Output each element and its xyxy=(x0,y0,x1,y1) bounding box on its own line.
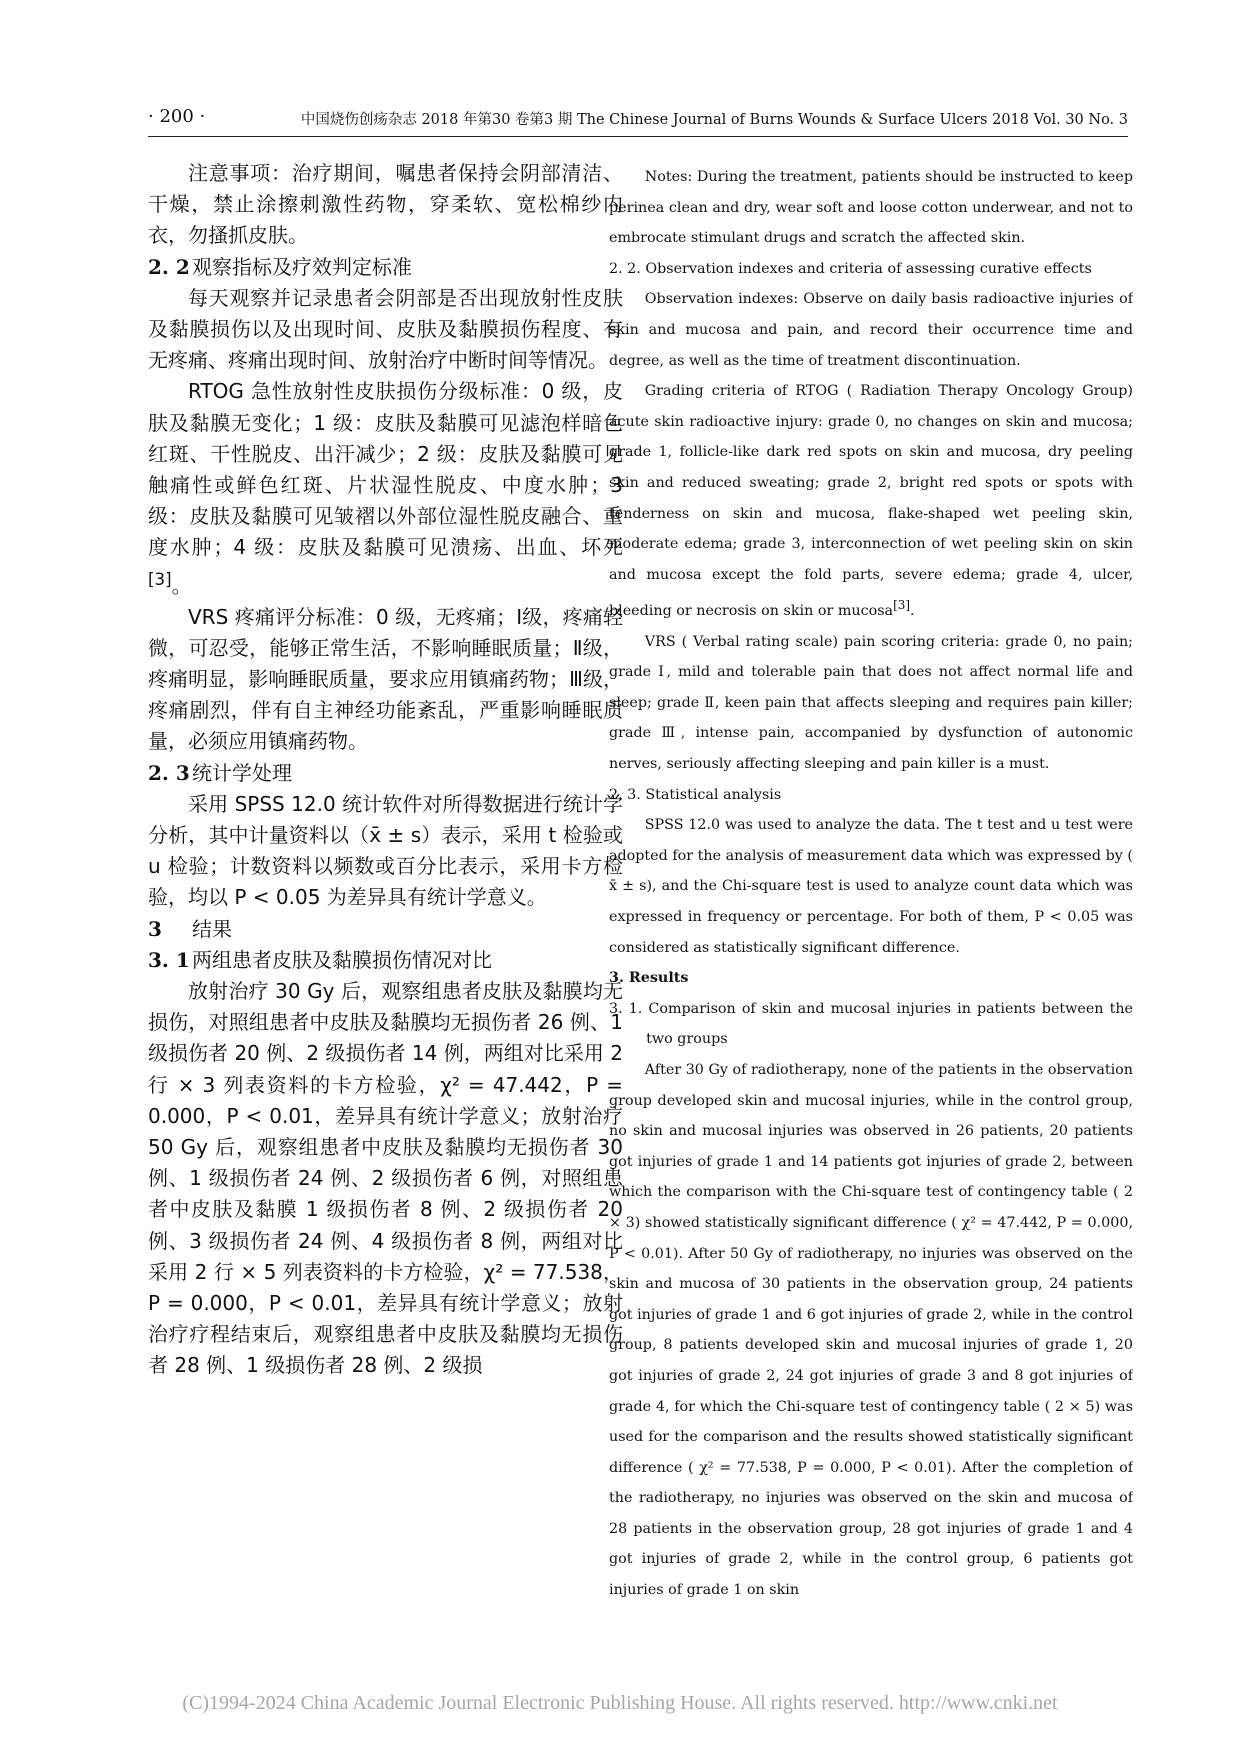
running-head: 中国烧伤创疡杂志 2018 年第30 卷第3 期 The Chinese Journal of Burns Wounds & Surface Ulcers 2018 Vol. 30 No. 3 xyxy=(300,112,1128,128)
en-rtog-end: . xyxy=(909,603,915,620)
en-notes-paragraph: Notes: During the treatment, patients should be instructed to keep perinea clean and dry, wear soft and loose cotton underwear, and not to embrocate stimulant drugs and scratch the affected skin. xyxy=(609,169,1133,247)
en-section-heading-2-2: 2. 2. Observation indexes and criteria of assessing curative effects xyxy=(609,260,1092,277)
en-rtog-text: Grading criteria of RTOG ( Radiation Therapy Oncology Group) acute skin radioactive injury: grade 0, no changes on skin and mucosa; grade 1, follicle-like dark red spots on skin and mucosa, dry peeling skin and reduced sweating; grade 2, bright red spots or spots with tenderness on skin and mucosa, flake-shaped wet peeling skin, moderate edema; grade 3, interconnection of wet peeling skin on skin and mucosa except the fold parts, severe edema; grade 4, ulcer, bleeding or necrosis on skin or mucosa xyxy=(609,383,1133,620)
cn-section-number: 2. 3 xyxy=(148,760,190,785)
cn-rtog-paragraph xyxy=(148,376,623,601)
copyright-watermark: (C)1994-2024 China Academic Journal Electronic Publishing House. All rights reserved. http://www.cnki.net xyxy=(182,1692,1058,1714)
cn-section-title: 统计学处理 xyxy=(192,760,292,785)
cn-notes-paragraph: 注意事项：治疗期间，嘱患者保持会阴部清洁、干燥，禁止涂擦刺激性药物，穿柔软、宽松棉纱内衣，勿搔抓皮肤。 xyxy=(148,161,623,248)
cn-section-number: 2. 2 xyxy=(148,254,190,279)
cn-statistics-paragraph: 采用 SPSS 12.0 统计软件对所得数据进行统计学分析，其中计量资料以（x̄ ± s）表示，采用 t 检验或 u 检验；计数资料以频数或百分比表示，采用卡方检验，均以 P < 0.05 为差异具有统计学意义。 xyxy=(148,791,623,910)
en-results-paragraph: After 30 Gy of radiotherapy, none of the patients in the observation group developed skin and mucosal injuries, while in the control group, no skin and mucosal injuries was observed in 26 patients, 20 patients got injuries of grade 1 and 14 patients got injuries of grade 2, between which the comparison with the Chi-square test of contingency table ( 2 × 3) showed statistically significant difference ( χ² = 47.442, P = 0.000, P < 0.01). After 50 Gy of radiotherapy, no injuries was observed on the skin and mucosa of 30 patients in the observation group, 24 patients got injuries of grade 1 and 6 got injuries of grade 2, while in the control group, 8 patients developed skin and mucosal injuries of grade 1, 20 got injuries of grade 2, 24 got injuries of grade 3 and 8 got injuries of grade 4, for which the Chi-square test of contingency table ( 2 × 5) was used for the comparison and the results showed statistically significant difference ( χ² = 77.538, P = 0.000, P < 0.01). After the completion of the radiotherapy, no injuries was observed on the skin and mucosa of 28 patients in the observation group, 28 got injuries of grade 1 and 4 got injuries of grade 2, while in the control group, 6 patients got injuries of grade 1 on skin xyxy=(609,1061,1133,1599)
cn-results-paragraph: 放射治疗 30 Gy 后，观察组患者皮肤及黏膜均无损伤，对照组患者中皮肤及黏膜均无损伤者 26 例、1 级损伤者 20 例、2 级损伤者 14 例，两组对比采用 2 行 × 3 列表资料的卡方检验，χ² = 47.442，P = 0.000，P < 0.01，差异具有统计学意义；放射治疗 50 Gy 后，观察组患者中皮肤及黏膜均无损伤者 30 例、1 级损伤者 24 例、2 级损伤者 6 例，对照组患者中皮肤及黏膜 1 级损伤者 8 例、2 级损伤者 20 例、3 级损伤者 24 例、4 级损伤者 8 例，两组对比采用 2 行 × 5 列表资料的卡方检验，χ² = 77.538，P = 0.000，P < 0.01，差异具有统计学意义；放射治疗疗程结束后，观察组患者中皮肤及黏膜均无损伤者 28 例、1 级损伤者 28 例、2 级损 xyxy=(148,978,623,1378)
cn-rtog-end: 。 xyxy=(171,573,192,598)
cn-section-heading-3 xyxy=(148,914,623,945)
cn-section-title: 结果 xyxy=(192,916,232,941)
cn-rtog-text: RTOG 急性放射性皮肤损伤分级标准：0 级，皮肤及黏膜无变化；1 级：皮肤及黏膜可见滤泡样暗色红斑、干性脱皮、出汗减少；2 级：皮肤及黏膜可见触痛性或鲜色红斑、片状湿性脱皮、中度水肿；3 级：皮肤及黏膜可见皱褶以外部位湿性脱皮融合、重度水肿；4 级：皮肤及黏膜可见溃疡、出血、坏死 xyxy=(148,379,623,560)
en-section-heading-3: 3. Results xyxy=(609,970,689,987)
cn-section-heading-2-3 xyxy=(148,758,623,789)
en-rtog-paragraph xyxy=(609,376,1133,627)
cn-section-number: 3 xyxy=(148,916,162,941)
en-vrs-paragraph: VRS ( Verbal rating scale) pain scoring criteria: grade 0, no pain; grade Ⅰ, mild and tolerable pain that does not affect normal life and sleep; grade Ⅱ, keen pain that affects sleeping and requires pain killer; grade Ⅲ, intense pain, accompanied by dysfunction of autonomic nerves, seriously affecting sleeping and pain killer is a must. xyxy=(609,633,1133,773)
cn-section-heading-3-1 xyxy=(148,945,623,976)
en-section-heading-3-1: 3. 1. Comparison of skin and mucosal injuries in patients between the two groups xyxy=(609,1000,1133,1048)
cn-section-heading-2-2 xyxy=(148,252,623,283)
english-column xyxy=(609,162,1133,1612)
cn-vrs-paragraph: VRS 疼痛评分标准：0 级，无疼痛；Ⅰ级，疼痛轻微，可忍受，能够正常生活，不影响睡眠质量；Ⅱ级，疼痛明显，影响睡眠质量，要求应用镇痛药物；Ⅲ级，疼痛剧烈，伴有自主神经功能紊乱，严重影响睡眠质量，必须应用镇痛药物。 xyxy=(148,604,623,754)
cn-rtog-citation: [3] xyxy=(148,569,172,589)
page-number: · 200 · xyxy=(148,106,206,127)
cn-section-title: 观察指标及疗效判定标准 xyxy=(192,254,412,279)
en-indexes-paragraph: Observation indexes: Observe on daily basis radioactive injuries of skin and mucosa and pain, and record their occurrence time and degree, as well as the time of treatment discontinuation. xyxy=(609,291,1133,369)
cn-observation-paragraph: 每天观察并记录患者会阴部是否出现放射性皮肤及黏膜损伤以及出现时间、皮肤及黏膜损伤程度、有无疼痛、疼痛出现时间、放射治疗中断时间等情况。 xyxy=(148,285,623,373)
chinese-column xyxy=(148,158,623,1608)
en-statistics-paragraph: SPSS 12.0 was used to analyze the data. The t test and u test were adopted for the analysis of measurement data which was expressed by ( x̄ ± s), and the Chi-square test is used to analyze count data which was expressed in frequency or percentage. For both of them, P < 0.05 was considered as statistically significant difference. xyxy=(609,817,1133,956)
en-section-heading-2-3: 2. 3. Statistical analysis xyxy=(609,786,782,803)
header-rule xyxy=(148,136,1128,137)
page-header xyxy=(148,106,1128,136)
cn-section-title: 两组患者皮肤及黏膜损伤情况对比 xyxy=(192,947,492,972)
en-rtog-citation: [3] xyxy=(893,598,910,613)
cn-section-number: 3. 1 xyxy=(148,947,190,972)
